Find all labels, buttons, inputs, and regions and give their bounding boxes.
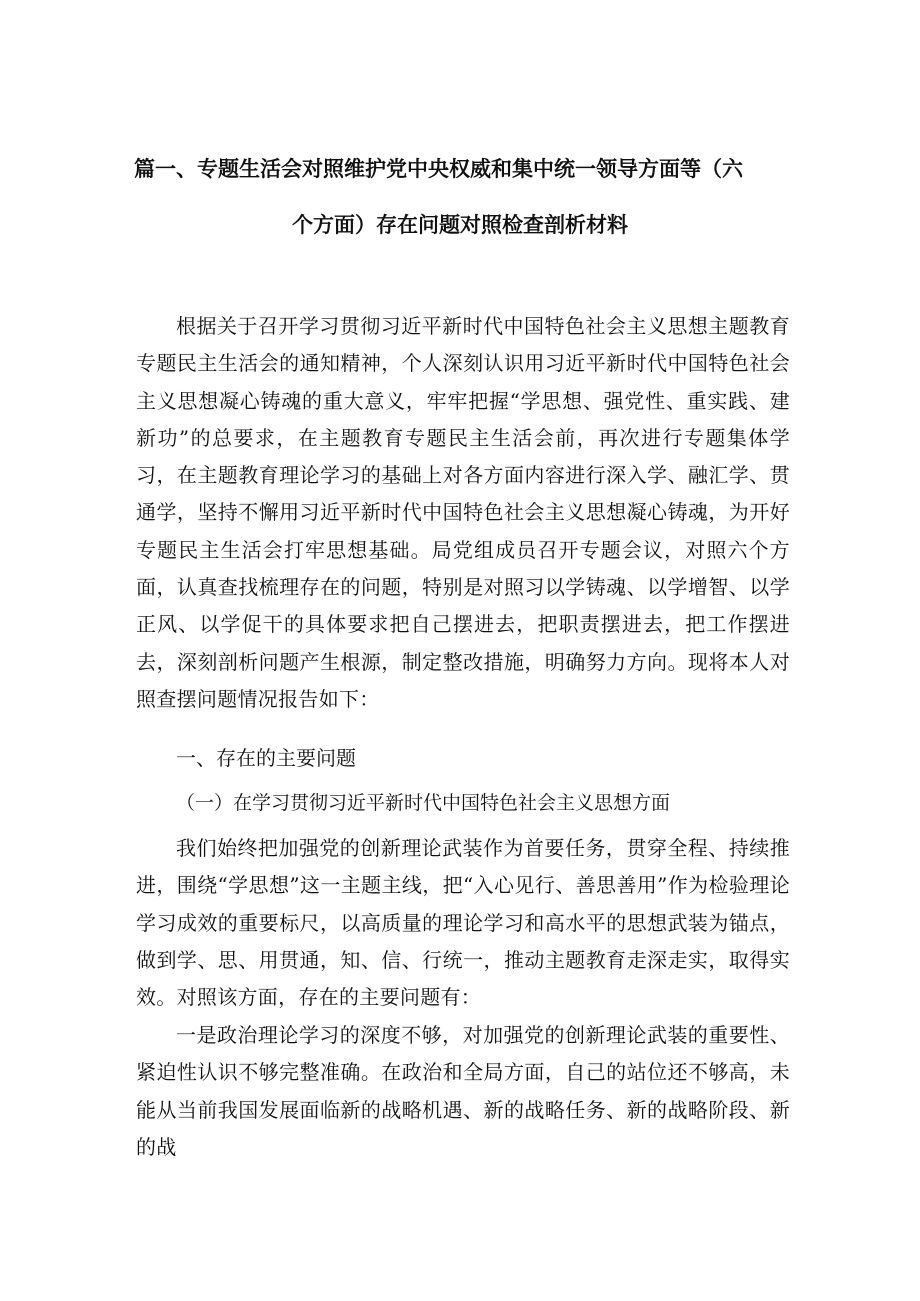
body-paragraph-problem-1: 一是政治理论学习的深度不够，对加强党的创新理论武装的重要性、紧迫性认识不够完整准确。在政治和全局方面，自己的站位还不够高，未能从当前我国发展面临新的战略机遇、新的战略任务、新的战略阶段、新的战 (136, 1023, 790, 1159)
intro-paragraph: 根据关于召开学习贯彻习近平新时代中国特色社会主义思想主题教育专题民主生活会的通知精神，个人深刻认识用习近平新时代中国特色社会主义思想凝心铸魂的重大意义，牢牢把握“学思想、强党性、重实践、建新功”的总要求，在主题教育专题民主生活会前，再次进行专题集体学习，在主题教育理论学习的基础上对各方面内容进行深入学、融汇学、贯通学，坚持不懈用习近平新时代中国特色社会主义思想凝心铸魂，为开好专题民主生活会打牢思想基础。局党组成员召开专题会议，对照六个方面，认真查找梳理存在的问题，特别是对照习以学铸魂、以学增智、以学正风、以学促干的具体要求把自己摆进去，把职责摆进去，把工作摆进去，深刻剖析问题产生根源，制定整改措施，明确努力方向。现将本人对照查摆问题情况报告如下： (136, 314, 790, 711)
document-title-line-1: 篇一、专题生活会对照维护党中央权威和集中统一领导方面等（六 (134, 157, 743, 181)
subsection-heading-study: （一）在学习贯彻习近平新时代中国特色社会主义思想方面 (176, 792, 671, 814)
body-paragraph-study: 我们始终把加强党的创新理论武装作为首要任务，贯穿全程、持续推进，围绕“学思想”这一主题主线，把“入心见行、善思善用”作为检验理论学习成效的重要标尺，以高质量的理论学习和高水平的思想武装为锚点，做到学、思、用贯通，知、信、行统一，推动主题教育走深走实，取得实效。对照该方面，存在的主要问题有： (136, 836, 790, 1010)
section-heading-main-problems: 一、存在的主要问题 (176, 746, 356, 770)
document-title-line-2: 个方面）存在问题对照检查剖析材料 (292, 213, 628, 237)
